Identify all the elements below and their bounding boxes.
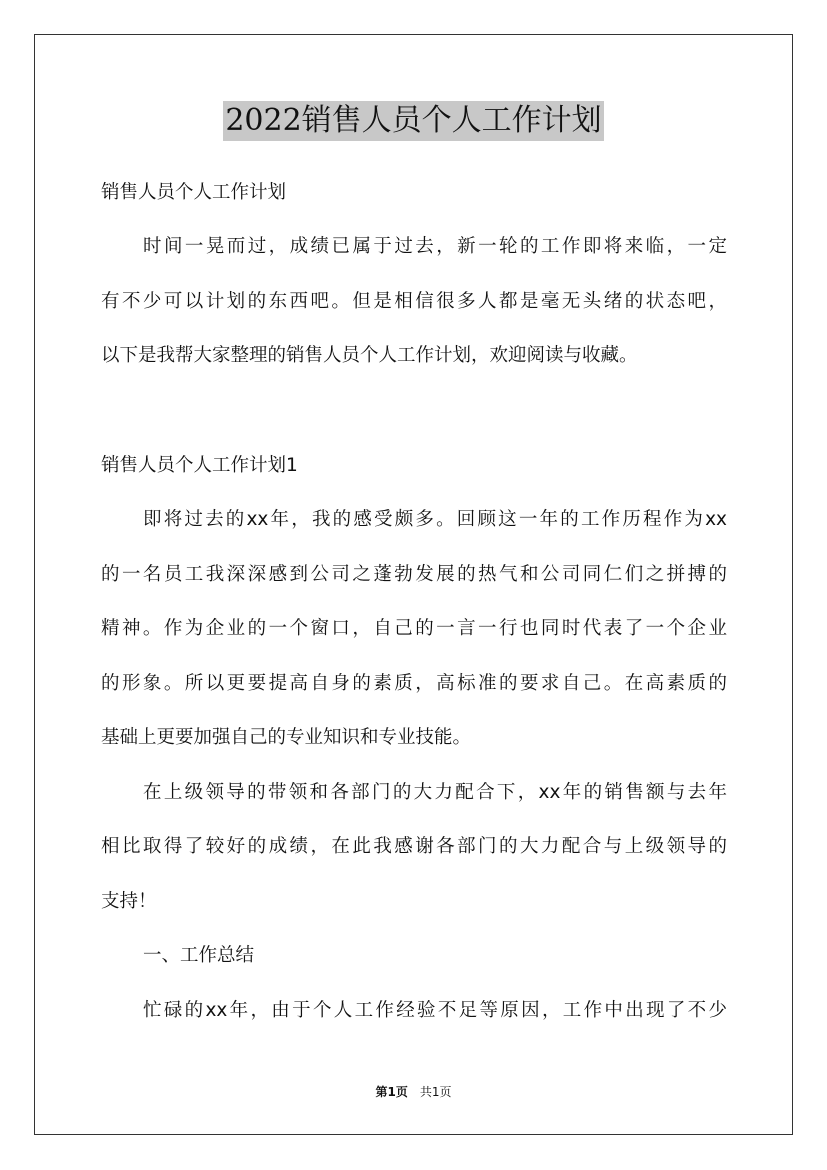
para1-line-5: 基础上更要加强自己的专业知识和专业技能。 [101,727,472,748]
page-number: 第1页 [375,1085,408,1099]
para1-line-4: 的形象。所以更要提高自身的素质，高标准的要求自己。在高素质的 [101,673,727,694]
subheading-work-summary: 一、工作总结 [143,945,255,966]
document-title [0,100,827,141]
para2-line-3: 支持！ [101,891,157,912]
document-title-text: 2022销售人员个人工作计划 [223,101,603,141]
page-total: 共1页 [419,1085,452,1099]
intro-line-2: 有不少可以计划的东西吧。但是相信很多人都是毫无头绪的状态吧， [101,291,727,312]
document-subtitle: 销售人员个人工作计划 [101,182,287,203]
section-heading-1: 销售人员个人工作计划1 [101,455,298,476]
para2-line-2: 相比取得了较好的成绩，在此我感谢各部门的大力配合与上级领导的 [101,836,727,857]
intro-line-3: 以下是我帮大家整理的销售人员个人工作计划，欢迎阅读与收藏。 [101,345,638,366]
para1-line-1: 即将过去的xx年，我的感受颇多。回顾这一年的工作历程作为xx [143,509,727,530]
page-footer [0,1084,827,1100]
para1-line-3: 精神。作为企业的一个窗口，自己的一言一行也同时代表了一个企业 [101,618,727,639]
para2-line-1: 在上级领导的带领和各部门的大力配合下，xx年的销售额与去年 [143,782,727,803]
para3-line-1: 忙碌的xx年，由于个人工作经验不足等原因，工作中出现了不少 [143,1000,727,1021]
intro-line-1: 时间一晃而过，成绩已属于过去，新一轮的工作即将来临，一定 [143,236,727,257]
para1-line-2: 的一名员工我深深感到公司之蓬勃发展的热气和公司同仁们之拼搏的 [101,564,727,585]
